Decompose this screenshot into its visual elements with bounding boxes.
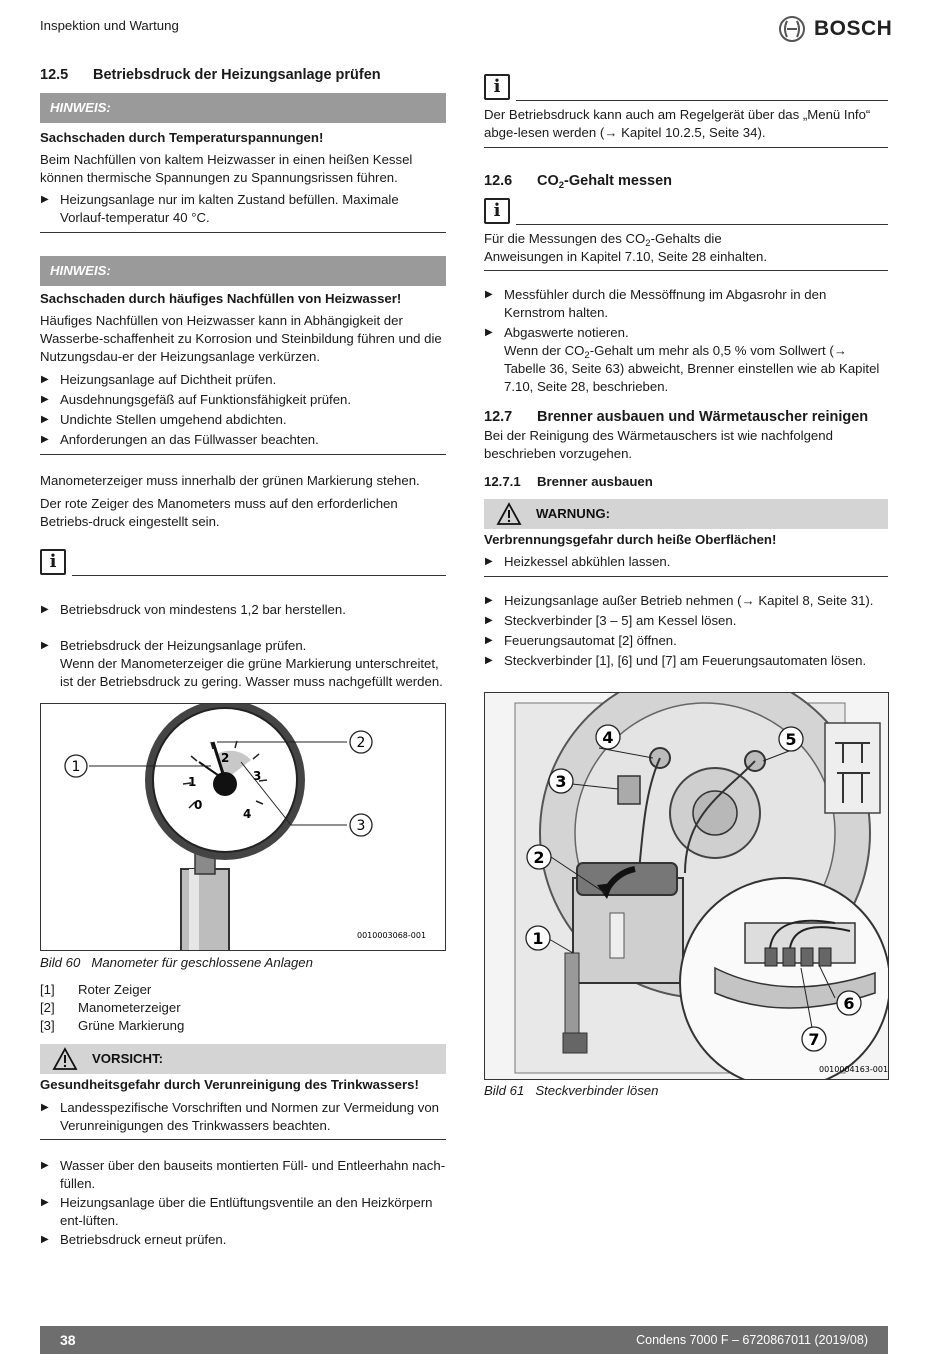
page-number: 38 [60,1332,76,1348]
warning-bar: WARNUNG: [484,499,888,529]
step-item: ▶ Steckverbinder [3 – 5] am Kessel lösen. [485,613,737,628]
figure-61-caption: Bild 61 Steckverbinder lösen [484,1083,659,1098]
callout-1: 1 [71,759,81,775]
figure-code: 0010004163-001 [819,1065,888,1074]
caution-item: ▶ Landesspezifische Vorschriften und Normen zur Vermeidung von Verunreinigungen des Trinkwassers beachten. [40,1099,446,1140]
callout-5: 5 [785,730,797,749]
left-column [40,65,446,691]
burner-drawing [485,693,888,1079]
callout-2: 2 [356,735,366,751]
callout-3: 3 [356,818,366,834]
figure-code: 0010003068-001 [357,931,427,940]
caution-bar: VORSICHT: [40,1044,446,1074]
dial-3: 3 [253,769,262,783]
notice-2-text: Häufiges Nachfüllen von Heizwasser kann in Abhängigkeit der Wasserbe-schaffenheit zu Korrosion und Steinbildung führen und die Nutzungsdau-er der Heizungsanlage verkürzen. [40,313,442,364]
legend-item: [3] Grüne Markierung [40,1018,185,1033]
running-header: Inspektion und Wartung [40,18,179,33]
callout-4: 4 [602,728,614,747]
warning-heading: Verbrennungsgefahr durch heiße Oberflächen! [484,532,777,547]
section-12-6-heading: 12.6 $CO_2$-Gehalt messen [484,173,673,191]
dial-4: 4 [243,807,252,821]
step-item: ▶ Heizungsanlage außer Betrieb nehmen (→ Kapitel 8, Seite 31). [485,593,874,608]
figure-61-connectors [484,692,889,1080]
section-12-7-1-heading: 12.7.1 Brenner ausbauen [484,474,653,489]
notice-2-item: ▶ Heizungsanlage auf Dichtheit prüfen. [41,372,277,387]
bosch-logo [778,14,892,44]
final-item: ▶ Betriebsdruck erneut prüfen. [41,1232,227,1247]
callout-1: 1 [532,929,544,948]
notice-1-heading: Sachschaden durch Temperaturspannungen! [40,130,324,145]
caution-heading: Gesundheitsgefahr durch Verunreinigung des Trinkwassers! [40,1077,419,1092]
section-12-7-heading: 12.7 Brenner ausbauen und Wärmetauscher reinigen [484,409,869,425]
notice-bar-2: HINWEIS: [40,256,446,286]
dial-2: 2 [221,751,230,765]
bosch-armature-icon [778,15,806,43]
warning-item: ▶ Heizkessel abkühlen lassen. [484,553,888,577]
document-id: Condens 7000 F – 6720867011 (2019/08) [636,1333,868,1347]
warning-triangle-icon [496,502,522,526]
step-item: ▶ Feuerungsautomat [2] öffnen. [485,633,677,648]
figure-60-caption: Bild 60 Manometer für geschlossene Anlagen [40,955,313,970]
notice-2-item: ▶ Undichte Stellen umgehend abdichten. [41,412,287,427]
info-text-1: Der Betriebsdruck kann auch am Regelgerät über das „Menü Info“ abge-lesen werden (→ Kapitel 10.2.5, Seite 34). [484,106,888,148]
dial-0: 0 [194,798,203,812]
legend-item: [2] Manometerzeiger [40,1000,181,1015]
final-item: ▶ Heizungsanlage über die Entlüftungsventile an den Heizkörpern ent-lüften. [41,1195,433,1228]
legend-item: [1] Roter Zeiger [40,982,152,997]
manometer-drawing [41,704,445,950]
step-item: ▶ Betriebsdruck von mindestens 1,2 bar herstellen. [41,602,346,617]
callout-6: 6 [843,994,855,1013]
info-icon: i [40,549,66,575]
section-12-7-text: Bei der Reinigung des Wärmetauschers ist wie nachfolgend beschrieben vorzugehen. [484,428,833,461]
info-text-2: Für die Messungen des $CO_2$-Gehalts die Anweisungen in Kapitel 7.10, Seite 28 einhalten. [484,230,888,271]
paragraph-red-pointer: Der rote Zeiger des Manometers muss auf den erforderlichen Betriebs-druck eingestellt sein. [40,496,398,529]
page-footer [40,1326,888,1354]
paragraph-manometer: Manometerzeiger muss innerhalb der grünen Markierung stehen. [40,473,420,488]
callout-2: 2 [533,848,545,867]
step-item: ▶ Betriebsdruck der Heizungsanlage prüfen. Wenn der Manometerzeiger die grüne Markierung unterschreitet, ist der Betriebsdruck zu gering. Wasser muss nachgefüllt werden. [41,638,443,689]
brand-name: BOSCH [814,17,893,40]
figure-60-manometer [40,703,446,951]
dial-1: 1 [188,775,197,789]
warning-triangle-icon [52,1047,78,1071]
notice-2-item: ▶ Ausdehnungsgefäß auf Funktionsfähigkeit prüfen. [41,392,352,407]
co2-item: ▶ Messfühler durch die Messöffnung im Abgasrohr in den Kernstrom halten. [485,287,827,320]
co2-item: ▶ Abgaswerte notieren. Wenn der $CO_2$-Gehalt um mehr als 0,5 % vom Sollwert (→ Tabelle 36, Seite 63) abweicht, Brenner einstellen wie ab Kapitel 7.10, Seite 28, beschrieben. [485,325,880,394]
notice-1-text: Beim Nachfüllen von kaltem Heizwasser in einen heißen Kessel können thermische Spannungen zu Spannungsrissen führen. [40,152,413,185]
info-icon: i [484,74,510,100]
info-icon: i [484,198,510,224]
info-box-right-2 [484,196,888,230]
right-column [484,72,888,670]
info-box-right-1 [484,72,888,106]
notice-1-item: ▶ Heizungsanlage nur im kalten Zustand befüllen. Maximale Vorlauf-temperatur 40 °C. [40,191,446,233]
callout-7: 7 [808,1030,820,1049]
notice-2-heading: Sachschaden durch häufiges Nachfüllen von Heizwasser! [40,291,402,306]
final-item: ▶ Wasser über den bauseits montierten Füll- und Entleerhahn nach-füllen. [41,1158,446,1191]
section-12-5-heading: 12.5 Betriebsdruck der Heizungsanlage prüfen [40,67,381,83]
left-column-lower [40,954,446,1249]
notice-2-item: ▶ Anforderungen an das Füllwasser beachten. [40,431,446,455]
callout-3: 3 [555,772,567,791]
notice-bar-1: HINWEIS: [40,93,446,123]
info-box-left [40,547,446,581]
step-item: ▶ Steckverbinder [1], [6] und [7] am Feuerungsautomaten lösen. [485,653,867,668]
